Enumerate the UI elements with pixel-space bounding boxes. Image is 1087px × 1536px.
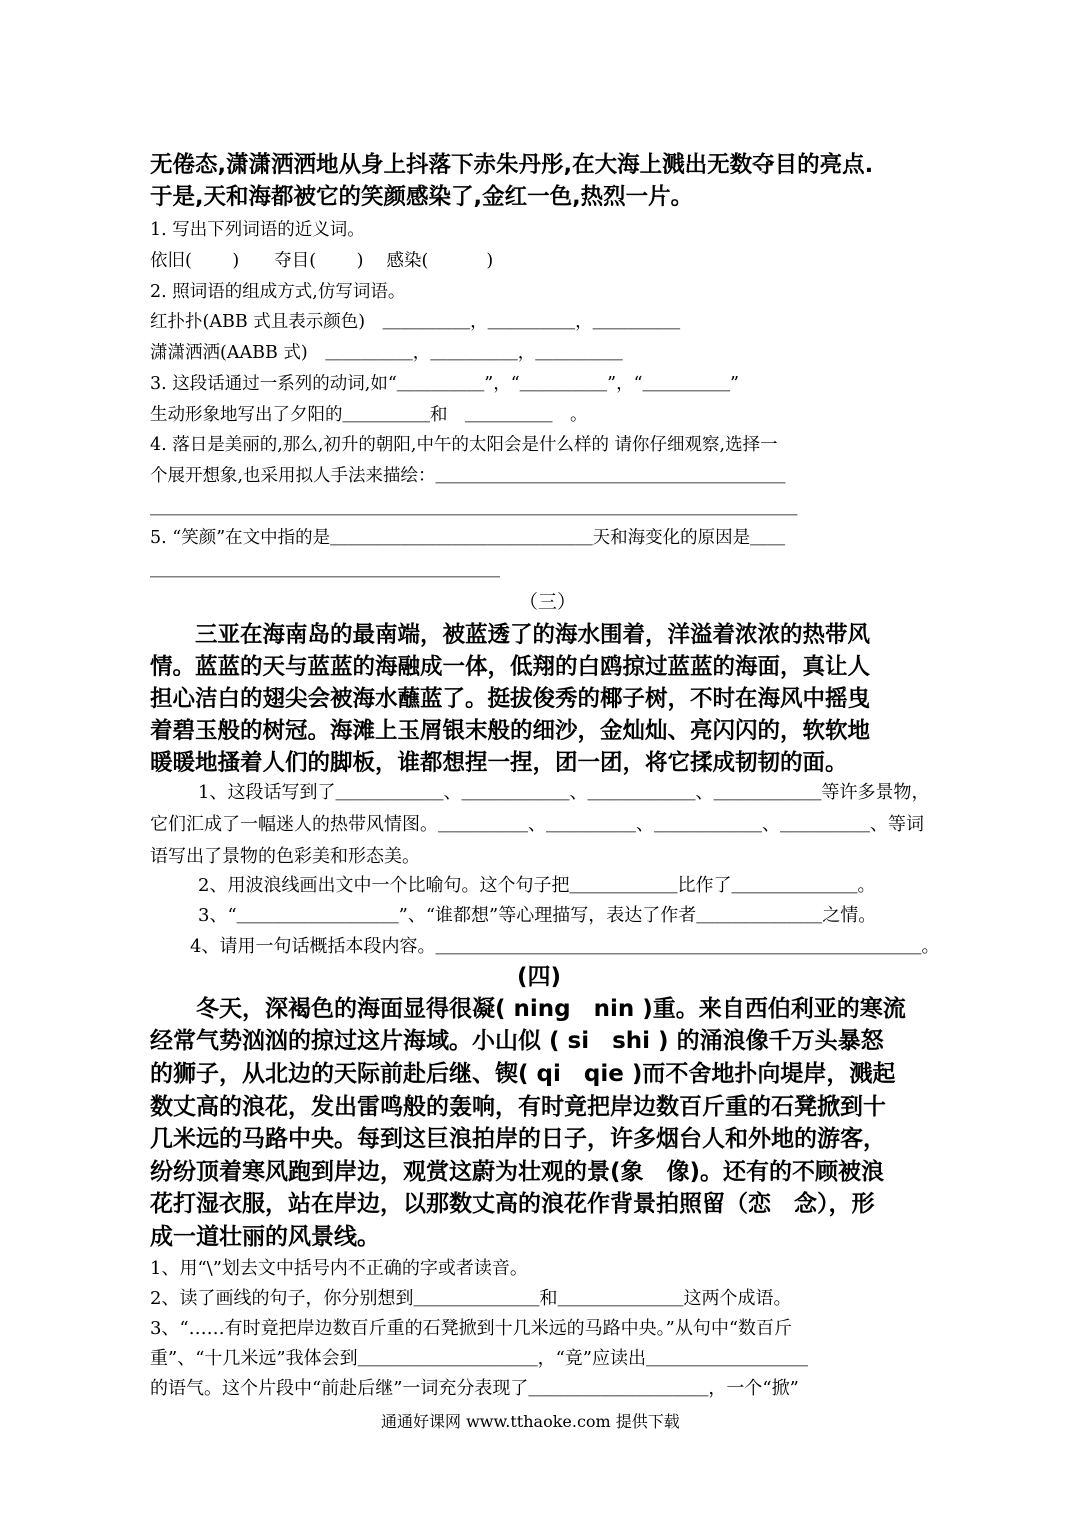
question-line: 生动形象地写出了夕阳的＿＿＿＿＿和 ＿＿＿＿＿ 。 xyxy=(150,405,588,425)
question-line: 1. 写出下列词语的近义词。 xyxy=(150,220,365,240)
passage-line: 数丈高的浪花，发出雷鸣般的轰响，有时竟把岸边数百斤重的石凳掀到十 xyxy=(150,1094,886,1120)
page-footer: 通通好课网 www.tthaoke.com 提供下载 xyxy=(381,1412,680,1431)
passage-line: 冬天，深褐色的海面显得很凝( ning nin )重。来自西伯利亚的寒流 xyxy=(150,996,906,1022)
question-line: 依旧( ) 夺目( ) 感染( ) xyxy=(150,251,494,271)
passage-line: 经常气势汹汹的掠过这片海域。小山似 ( si shi ) 的涌浪像千万头暴怒 xyxy=(150,1028,884,1054)
question-line: 个展开想象,也采用拟人手法来描绘：＿＿＿＿＿＿＿＿＿＿＿＿＿＿＿＿＿＿＿＿ xyxy=(150,466,786,486)
question-line: 1、用“\”划去文中括号内不正确的字或者读音。 xyxy=(150,1258,528,1279)
passage-line: 花打湿衣服，站在岸边，以那数丈高的浪花作背景拍照留（恋 念），形 xyxy=(150,1191,875,1217)
question-line: 重”、“十几米远”我体会到＿＿＿＿＿＿＿＿＿＿，“竟”应读出＿＿＿＿＿＿＿＿＿ xyxy=(150,1348,809,1369)
question-line: 1、这段话写到了＿＿＿＿＿＿、＿＿＿＿＿＿、＿＿＿＿＿＿、＿＿＿＿＿＿等许多景物， xyxy=(198,782,930,803)
passage-line: 担心洁白的翅尖会被海水蘸蓝了。挺拔俊秀的椰子树，不时在海风中摇曳 xyxy=(150,686,871,712)
passage-line: 几米远的马路中央。每到这巨浪拍岸的日子，许多烟台人和外地的游客， xyxy=(150,1126,886,1152)
question-line: 潇潇洒洒(AABB 式) ＿＿＿＿＿，＿＿＿＿＿，＿＿＿＿＿ xyxy=(150,343,623,363)
question-line: 3、“＿＿＿＿＿＿＿＿＿”、“谁都想”等心理描写，表达了作者＿＿＿＿＿＿＿之情。 xyxy=(198,905,877,926)
question-line: 5. “笑颜”在文中指的是＿＿＿＿＿＿＿＿＿＿＿＿＿＿＿天和海变化的原因是＿＿ xyxy=(150,528,786,548)
question-line: 3. 这段话通过一系列的动词,如“＿＿＿＿＿”，“＿＿＿＿＿”，“＿＿＿＿＿” xyxy=(150,374,739,394)
passage-line: 着碧玉般的树冠。海滩上玉屑银末般的细沙，金灿灿、亮闪闪的，软软地 xyxy=(150,718,871,744)
section-heading: (四) xyxy=(517,964,562,990)
passage-line: 成一道壮丽的风景线。 xyxy=(150,1224,380,1250)
question-line: 4、请用一句话概括本段内容。＿＿＿＿＿＿＿＿＿＿＿＿＿＿＿＿＿＿＿＿＿＿＿＿＿＿＿。 xyxy=(190,936,940,957)
question-line: ＿＿＿＿＿＿＿＿＿＿＿＿＿＿＿＿＿＿＿＿ xyxy=(150,560,500,580)
passage-line: 三亚在海南岛的最南端，被蓝透了的海水围着，洋溢着浓浓的热带风 xyxy=(150,622,871,648)
question-line: 3、“……有时竟把岸边数百斤重的石凳掀到十几米远的马路中央。”从句中“数百斤 xyxy=(150,1318,793,1339)
question-line: 红扑扑(ABB 式且表示颜色) ＿＿＿＿＿，＿＿＿＿＿，＿＿＿＿＿ xyxy=(150,312,681,332)
passage-line: 的狮子，从北边的天际前赴后继、锲( qi qie )而不舍地扑向堤岸，溅起 xyxy=(150,1061,896,1087)
question-line: 2. 照词语的组成方式,仿写词语。 xyxy=(150,282,406,302)
passage-line: 情。蓝蓝的天与蓝蓝的海融成一体，低翔的白鸥掠过蓝蓝的海面，真让人 xyxy=(150,654,871,680)
question-line: ＿＿＿＿＿＿＿＿＿＿＿＿＿＿＿＿＿＿＿＿＿＿＿＿＿＿＿＿＿＿＿＿＿＿＿＿＿ xyxy=(150,498,798,518)
passage-line: 于是,天和海都被它的笑颜感染了,金红一色,热烈一片。 xyxy=(150,184,694,210)
question-line: 语写出了景物的色彩美和形态美。 xyxy=(150,846,420,867)
question-line: 4. 落日是美丽的,那么,初升的朝阳,中午的太阳会是什么样的 请你仔细观察,选择一 xyxy=(150,435,778,455)
question-line: 2、读了画线的句子，你分别想到＿＿＿＿＿＿＿和＿＿＿＿＿＿＿这两个成语。 xyxy=(150,1288,792,1309)
passage-line: 无倦态,潇潇洒洒地从身上抖落下赤朱丹彤,在大海上溅出无数夺目的亮点. xyxy=(150,152,874,178)
question-line: 它们汇成了一幅迷人的热带风情图。＿＿＿＿＿、＿＿＿＿＿、＿＿＿＿＿＿、＿＿＿＿＿、等词 xyxy=(150,814,924,835)
passage-line: 纷纷顶着寒风跑到岸边，观赏这蔚为壮观的景(象 像)。还有的不顾被浪 xyxy=(150,1159,885,1185)
section-heading: （三） xyxy=(519,591,577,613)
passage-line: 暖暖地搔着人们的脚板，谁都想捏一捏，团一团，将它揉成韧韧的面。 xyxy=(150,750,848,776)
question-line: 的语气。这个片段中“前赴后继”一词充分表现了＿＿＿＿＿＿＿＿＿＿，一个“掀” xyxy=(150,1378,799,1399)
question-line: 2、用波浪线画出文中一个比喻句。这个句子把＿＿＿＿＿＿比作了＿＿＿＿＿＿＿。 xyxy=(198,875,876,896)
